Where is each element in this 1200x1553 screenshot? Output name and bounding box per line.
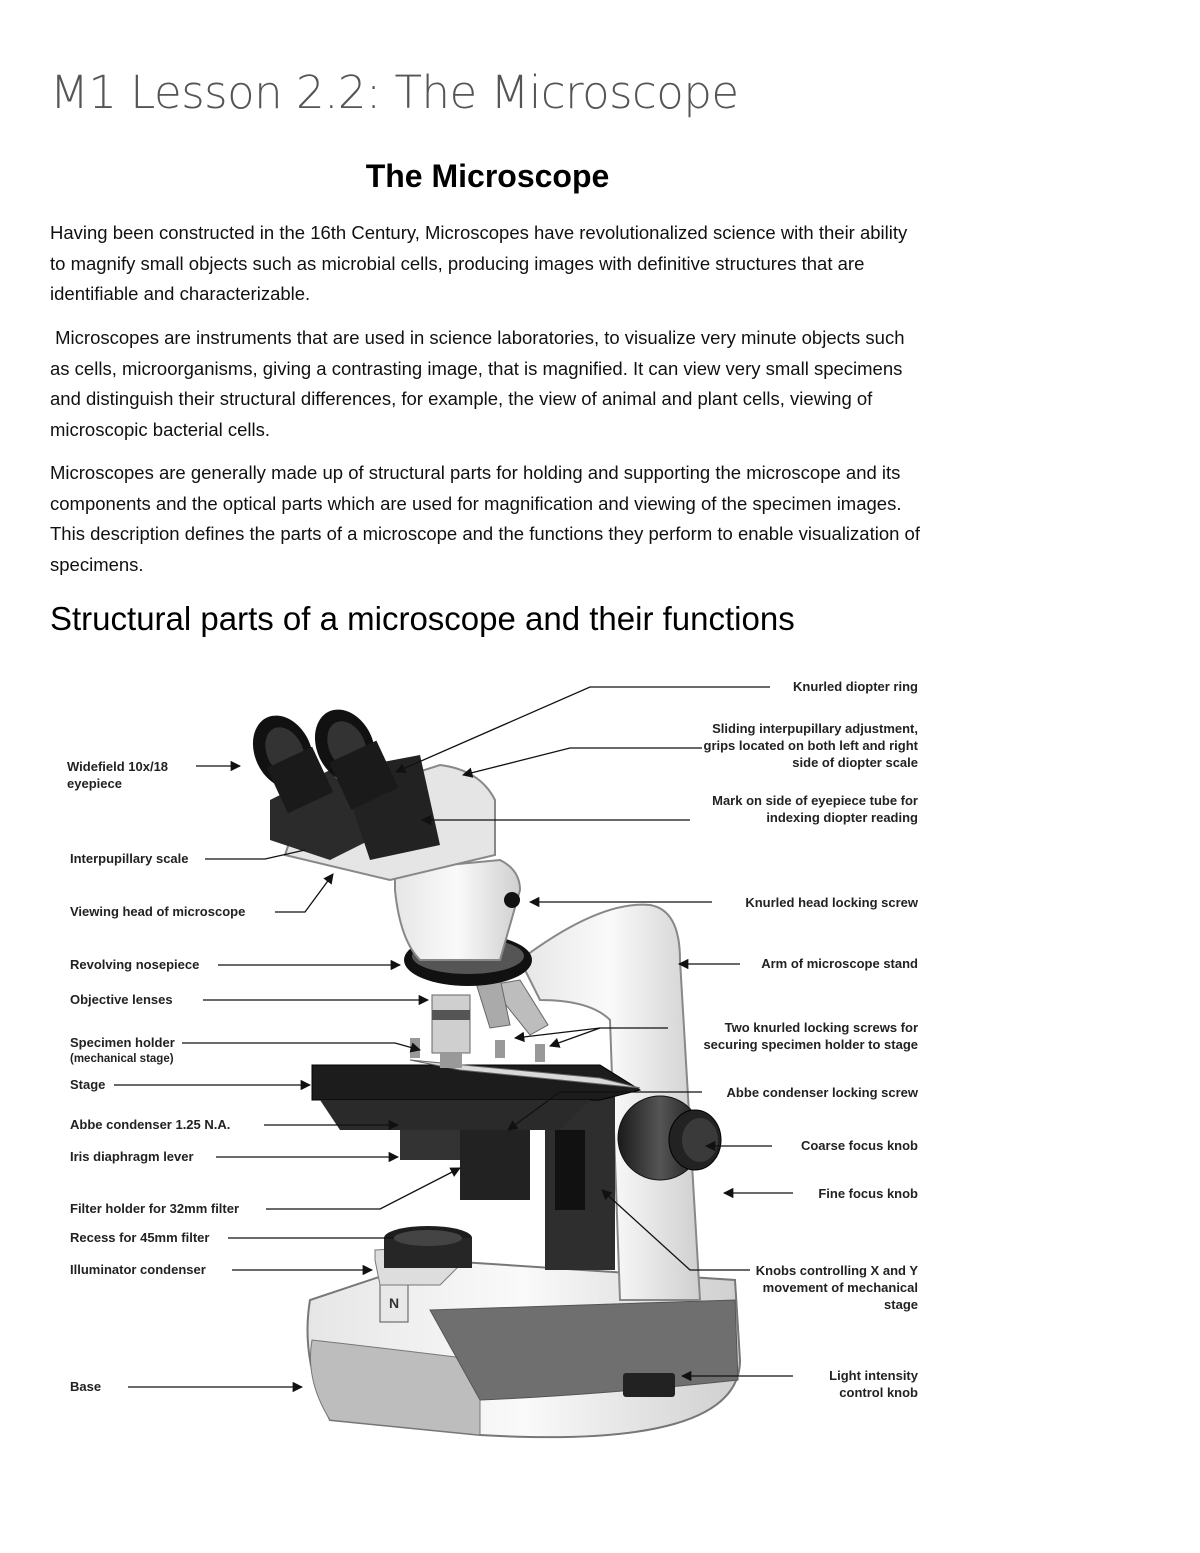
label-mark-2: indexing diopter reading [766,810,918,825]
label-eyepiece-1: Widefield 10x/18 [67,759,169,774]
label-iris-diaphragm: Iris diaphragm lever [70,1149,194,1164]
eyepieces-shape [242,700,399,813]
label-xy-knobs-3: stage [884,1297,918,1312]
label-recess: Recess for 45mm filter [70,1230,210,1245]
label-eyepiece-2: eyepiece [67,776,122,791]
microscope-illustration [242,700,740,1437]
label-head-screw: Knurled head locking screw [745,895,918,910]
label-sliding-1: Sliding interpupillary adjustment, [712,721,918,736]
section-title: The Microscope [365,158,610,194]
label-two-screws-1: Two knurled locking screws for [724,1020,918,1035]
label-base: Base [70,1379,102,1394]
label-two-screws-2: securing specimen holder to stage [703,1037,918,1052]
paragraph-intro: Having been constructed in the 16th Century, Microscopes have revolutionalized science with their ability to magnify small objects such as microbial cells, producing images with definitive structures that are identifiable and characterizable. [50,222,908,304]
label-interpupillary-scale: Interpupillary scale [70,851,189,866]
label-sliding-2: grips located on both left and right [703,738,918,753]
label-specimen-holder-1: Specimen holder [70,1035,175,1050]
label-stage: Stage [70,1077,106,1092]
label-sliding-3: side of diopter scale [792,755,918,770]
light-knob-shape [623,1373,675,1397]
label-illuminator: Illuminator condenser [70,1262,206,1277]
label-abbe-condenser: Abbe condenser 1.25 N.A. [70,1117,231,1132]
microscope-diagram [0,660,1200,1460]
label-specimen-holder-2: (mechanical stage) [70,1053,174,1065]
label-xy-knobs-2: movement of mechanical [762,1280,918,1295]
label-light-knob-2: control knob [839,1385,918,1400]
label-mark-1: Mark on side of eyepiece tube for [712,793,918,808]
paragraph-parts: Microscopes are generally made up of structural parts for holding and supporting the microscope and its components and the optical parts which are used for magnification and viewing of the specimen images. This description defines the parts of a microscope and the functions they perform to enable visualization of specimens. [50,462,920,575]
label-abbe-screw: Abbe condenser locking screw [726,1085,918,1100]
label-light-knob-1: Light intensity [829,1368,918,1383]
label-objective-lenses: Objective lenses [70,992,173,1007]
svg-text:N: N [388,1295,400,1311]
section-heading: Structural parts of a microscope and their functions [50,600,795,637]
label-coarse-focus: Coarse focus knob [800,1138,918,1153]
label-fine-focus: Fine focus knob [818,1186,918,1201]
label-nosepiece: Revolving nosepiece [70,957,200,972]
label-xy-knobs-1: Knobs controlling X and Y [755,1263,918,1278]
label-viewing-head: Viewing head of microscope [70,904,246,919]
label-diopter-ring: Knurled diopter ring [793,679,918,694]
label-filter-holder: Filter holder for 32mm filter [70,1201,240,1216]
paragraph-definition: Microscopes are instruments that are used in science laboratories, to visualize very minute objects such as cells, microorganisms, giving a contrasting image, that is magnified. It can view very small specimens and distinguish their structural differences, for example, the view of animal and plant cells, viewing of microscopic bacterial cells. [50,327,910,440]
page-title: M1 Lesson 2.2: The Microscope [50,66,739,119]
label-arm: Arm of microscope stand [761,956,918,971]
